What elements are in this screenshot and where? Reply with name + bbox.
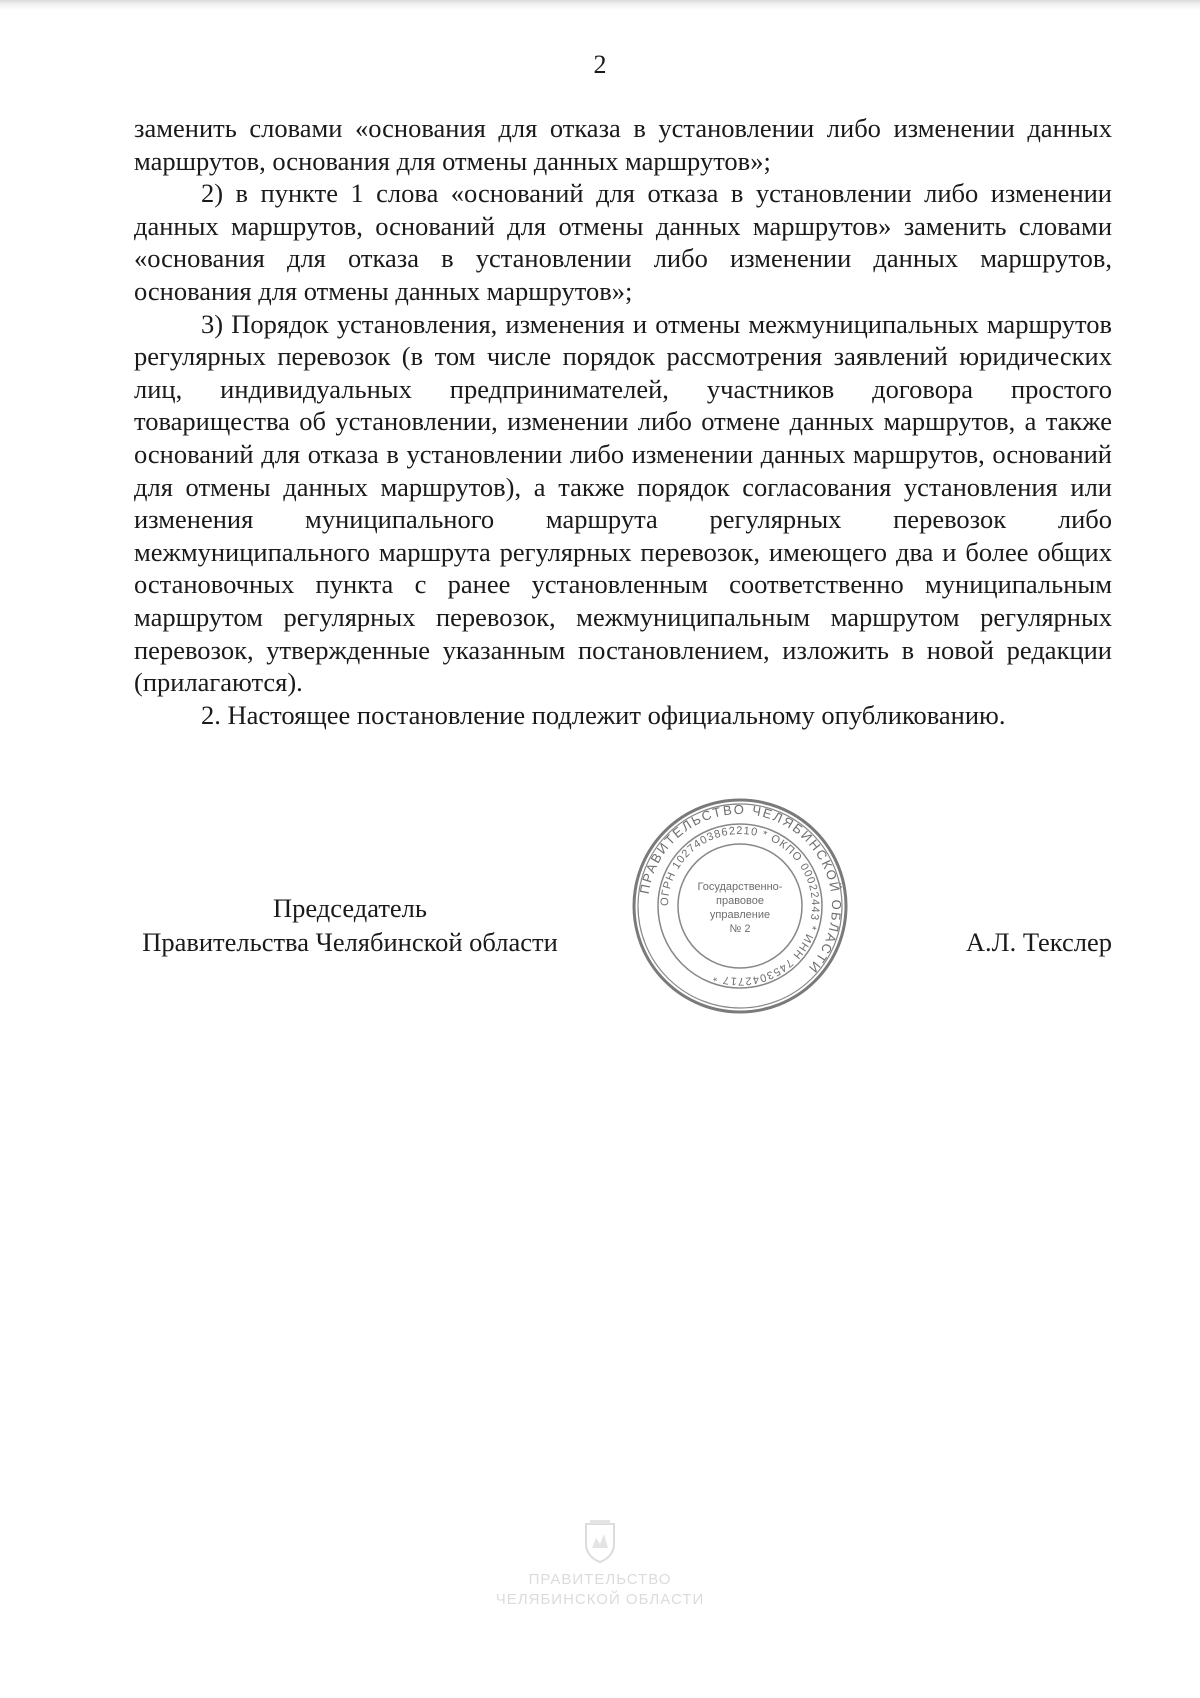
scan-edge-shadow [0, 0, 1200, 10]
signer-title-line2: Правительства Челябинской области [142, 927, 558, 957]
seal-outer-text: ПРАВИТЕЛЬСТВО ЧЕЛЯБИНСКОЙ ОБЛАСТИ [636, 801, 845, 977]
seal-center-line4: № 2 [729, 923, 751, 935]
signer-title [120, 891, 580, 959]
coat-of-arms-icon [582, 1520, 618, 1564]
footer-line1: ПРАВИТЕЛЬСТВО [528, 1571, 672, 1588]
official-seal [630, 796, 850, 1016]
page-number: 2 [593, 50, 607, 79]
paragraph-2: 2) в пункте 1 слова «оснований для отказа в установлении либо изменении данных маршрутов, оснований для отмены данных маршрутов» заменить словами «основания для отказа в установлении либо изменении данных маршрутов, основания для отмены данных маршрутов»; [134, 178, 1112, 306]
seal-center-line2: правовое [716, 895, 764, 907]
seal-ring-text: ОГРН 1027403862210 * ОКПО 00022443 * ИНН 7453042717 * [658, 824, 822, 988]
footer-watermark [490, 1520, 710, 1630]
footer-text [490, 1570, 710, 1610]
paragraph-3: 3) Порядок установления, изменения и отмены межмуниципальных маршрутов регулярных перевозок (в том числе порядок рассмотрения заявлений юридических лиц, индивидуальных предпринимателей, участников договора простого товарищества об установлении, изменении либо отмене данных маршрутов, а также оснований для отказа в установлении либо изменении данных маршрутов, оснований для отмены данных маршрутов), а также порядок согласования установления или изменения муниципального маршрута регулярных перевозок либо межмуниципального маршрута регулярных перевозок, имеющего два и более общих остановочных пункта с ранее установленным соответственно муниципальным маршрутом регулярных перевозок, межмуниципальным маршрутом регулярных перевозок, утвержденные указанным постановлением, изложить в новой редакции (прилагаются). [134, 308, 1112, 698]
signer-name: А.Л. Текслер [965, 927, 1112, 957]
seal-center-line3: управление [709, 909, 771, 921]
document-body [134, 112, 1112, 731]
paragraph-4: 2. Настоящее постановление подлежит официальному опубликованию. [201, 699, 1006, 730]
footer-line2: ЧЕЛЯБИНСКОЙ ОБЛАСТИ [495, 1591, 705, 1608]
seal-center-line1: Государственно- [697, 881, 783, 893]
signer-title-line1: Председатель [273, 893, 427, 923]
paragraph-1: заменить словами «основания для отказа в установлении либо изменении данных маршрутов, основания для отмены данных маршрутов»; [134, 113, 1112, 176]
seal-graphic [630, 796, 850, 1016]
